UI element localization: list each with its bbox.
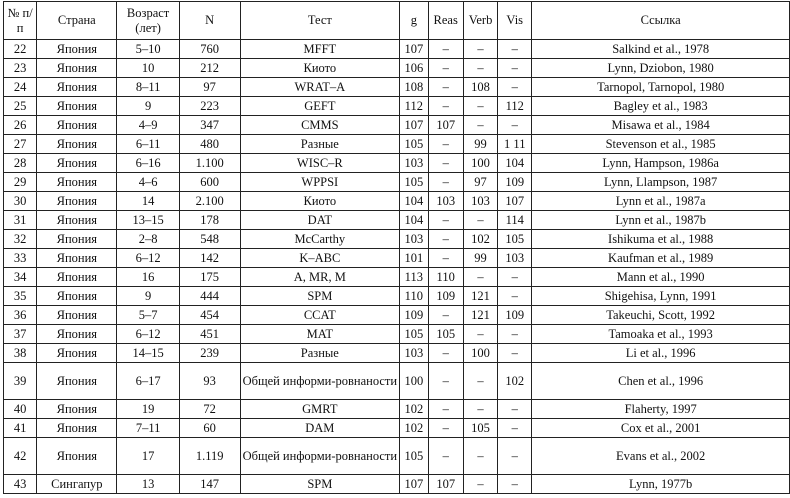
cell-number: 29 xyxy=(4,173,37,192)
cell-vis: 114 xyxy=(498,211,532,230)
cell-g: 105 xyxy=(400,135,428,154)
table-row xyxy=(4,325,790,344)
cell-n: 480 xyxy=(179,135,240,154)
cell-vis: – xyxy=(498,287,532,306)
table-row xyxy=(4,400,790,419)
cell-verb: 100 xyxy=(463,154,497,173)
table-row xyxy=(4,287,790,306)
cell-test: GMRT xyxy=(240,400,400,419)
cell-number: 39 xyxy=(4,363,37,400)
cell-verb: – xyxy=(463,211,497,230)
cell-reference: Shigehisa, Lynn, 1991 xyxy=(532,287,790,306)
table-row xyxy=(4,154,790,173)
cell-g: 106 xyxy=(400,59,428,78)
cell-age: 6–17 xyxy=(117,363,179,400)
cell-reas: – xyxy=(428,249,463,268)
cell-verb: – xyxy=(463,325,497,344)
cell-g: 104 xyxy=(400,211,428,230)
cell-verb: – xyxy=(463,97,497,116)
cell-g: 103 xyxy=(400,230,428,249)
cell-reference: Lynn, Hampson, 1986a xyxy=(532,154,790,173)
cell-country: Япония xyxy=(37,230,117,249)
table-row xyxy=(4,192,790,211)
cell-vis: – xyxy=(498,400,532,419)
table-row xyxy=(4,97,790,116)
cell-age: 2–8 xyxy=(117,230,179,249)
cell-age: 8–11 xyxy=(117,78,179,97)
cell-n: 93 xyxy=(179,363,240,400)
table-row xyxy=(4,419,790,438)
cell-country: Япония xyxy=(37,192,117,211)
cell-reas: 105 xyxy=(428,325,463,344)
cell-vis: – xyxy=(498,475,532,494)
cell-verb: – xyxy=(463,438,497,475)
cell-country: Япония xyxy=(37,438,117,475)
cell-g: 110 xyxy=(400,287,428,306)
cell-test: Разные xyxy=(240,135,400,154)
cell-n: 1.119 xyxy=(179,438,240,475)
cell-number: 24 xyxy=(4,78,37,97)
cell-verb: 97 xyxy=(463,173,497,192)
cell-vis: 107 xyxy=(498,192,532,211)
cell-test: SPM xyxy=(240,287,400,306)
cell-reference: Lynn, 1977b xyxy=(532,475,790,494)
cell-reas: – xyxy=(428,400,463,419)
cell-number: 37 xyxy=(4,325,37,344)
cell-n: 60 xyxy=(179,419,240,438)
cell-country: Япония xyxy=(37,325,117,344)
cell-reas: – xyxy=(428,135,463,154)
cell-reas: – xyxy=(428,419,463,438)
cell-test: A, MR, M xyxy=(240,268,400,287)
header-verb: Verb xyxy=(463,2,497,40)
cell-reas: – xyxy=(428,154,463,173)
cell-age: 7–11 xyxy=(117,419,179,438)
cell-g: 101 xyxy=(400,249,428,268)
cell-n: 548 xyxy=(179,230,240,249)
cell-reference: Misawa et al., 1984 xyxy=(532,116,790,135)
table-row xyxy=(4,173,790,192)
cell-number: 35 xyxy=(4,287,37,306)
cell-country: Япония xyxy=(37,78,117,97)
cell-n: 347 xyxy=(179,116,240,135)
cell-vis: 105 xyxy=(498,230,532,249)
cell-vis: 109 xyxy=(498,306,532,325)
cell-number: 25 xyxy=(4,97,37,116)
cell-reas: – xyxy=(428,306,463,325)
cell-verb: – xyxy=(463,268,497,287)
cell-age: 5–10 xyxy=(117,40,179,59)
cell-age: 9 xyxy=(117,287,179,306)
cell-number: 30 xyxy=(4,192,37,211)
cell-n: 600 xyxy=(179,173,240,192)
cell-n: 142 xyxy=(179,249,240,268)
cell-test: DAM xyxy=(240,419,400,438)
cell-age: 13–15 xyxy=(117,211,179,230)
cell-reas: 110 xyxy=(428,268,463,287)
cell-number: 34 xyxy=(4,268,37,287)
table-row xyxy=(4,344,790,363)
header-reas: Reas xyxy=(428,2,463,40)
cell-g: 112 xyxy=(400,97,428,116)
cell-vis: 102 xyxy=(498,363,532,400)
cell-age: 4–6 xyxy=(117,173,179,192)
cell-n: 175 xyxy=(179,268,240,287)
cell-verb: 100 xyxy=(463,344,497,363)
cell-age: 6–11 xyxy=(117,135,179,154)
cell-number: 33 xyxy=(4,249,37,268)
cell-verb: 108 xyxy=(463,78,497,97)
cell-reas: – xyxy=(428,230,463,249)
cell-g: 102 xyxy=(400,400,428,419)
cell-age: 4–9 xyxy=(117,116,179,135)
table-row xyxy=(4,78,790,97)
cell-age: 5–7 xyxy=(117,306,179,325)
cell-g: 105 xyxy=(400,438,428,475)
cell-reference: Flaherty, 1997 xyxy=(532,400,790,419)
cell-vis: – xyxy=(498,116,532,135)
cell-vis: – xyxy=(498,78,532,97)
cell-n: 1.100 xyxy=(179,154,240,173)
cell-vis: 104 xyxy=(498,154,532,173)
cell-g: 105 xyxy=(400,173,428,192)
table-row xyxy=(4,59,790,78)
cell-verb: – xyxy=(463,363,497,400)
cell-age: 10 xyxy=(117,59,179,78)
cell-g: 103 xyxy=(400,344,428,363)
cell-vis: – xyxy=(498,344,532,363)
cell-vis: 103 xyxy=(498,249,532,268)
cell-g: 113 xyxy=(400,268,428,287)
cell-reference: Takeuchi, Scott, 1992 xyxy=(532,306,790,325)
cell-reas: – xyxy=(428,173,463,192)
cell-country: Япония xyxy=(37,268,117,287)
header-reference: Ссылка xyxy=(532,2,790,40)
cell-test: DAT xyxy=(240,211,400,230)
cell-n: 2.100 xyxy=(179,192,240,211)
cell-g: 104 xyxy=(400,192,428,211)
table-container xyxy=(3,1,790,494)
table-row xyxy=(4,306,790,325)
cell-test: Киото xyxy=(240,192,400,211)
cell-reas: – xyxy=(428,40,463,59)
cell-test: WISC–R xyxy=(240,154,400,173)
cell-test: K–ABC xyxy=(240,249,400,268)
cell-test: GEFT xyxy=(240,97,400,116)
cell-n: 147 xyxy=(179,475,240,494)
cell-verb: – xyxy=(463,400,497,419)
cell-verb: 121 xyxy=(463,306,497,325)
cell-reference: Li et al., 1996 xyxy=(532,344,790,363)
cell-age: 6–16 xyxy=(117,154,179,173)
cell-country: Япония xyxy=(37,154,117,173)
header-number: № п/п xyxy=(4,2,37,40)
header-country: Страна xyxy=(37,2,117,40)
cell-vis: 109 xyxy=(498,173,532,192)
cell-test: Общей информи-ровнаности xyxy=(240,363,400,400)
cell-country: Япония xyxy=(37,59,117,78)
table-row xyxy=(4,268,790,287)
cell-age: 9 xyxy=(117,97,179,116)
cell-reference: Stevenson et al., 1985 xyxy=(532,135,790,154)
cell-reas: – xyxy=(428,59,463,78)
cell-vis: – xyxy=(498,268,532,287)
cell-test: CMMS xyxy=(240,116,400,135)
cell-g: 108 xyxy=(400,78,428,97)
cell-n: 72 xyxy=(179,400,240,419)
cell-reas: 103 xyxy=(428,192,463,211)
cell-number: 41 xyxy=(4,419,37,438)
cell-country: Япония xyxy=(37,116,117,135)
cell-number: 27 xyxy=(4,135,37,154)
table-row xyxy=(4,211,790,230)
cell-reas: – xyxy=(428,78,463,97)
cell-verb: 121 xyxy=(463,287,497,306)
cell-age: 16 xyxy=(117,268,179,287)
cell-vis: 1 11 xyxy=(498,135,532,154)
cell-test: MFFT xyxy=(240,40,400,59)
cell-vis: – xyxy=(498,59,532,78)
cell-verb: 105 xyxy=(463,419,497,438)
cell-reference: Evans et al., 2002 xyxy=(532,438,790,475)
cell-verb: 99 xyxy=(463,135,497,154)
cell-number: 32 xyxy=(4,230,37,249)
cell-g: 107 xyxy=(400,116,428,135)
cell-verb: 102 xyxy=(463,230,497,249)
cell-country: Япония xyxy=(37,173,117,192)
cell-reas: 109 xyxy=(428,287,463,306)
cell-reference: Kaufman et al., 1989 xyxy=(532,249,790,268)
cell-reas: – xyxy=(428,344,463,363)
cell-country: Япония xyxy=(37,344,117,363)
cell-age: 14 xyxy=(117,192,179,211)
cell-number: 38 xyxy=(4,344,37,363)
cell-age: 17 xyxy=(117,438,179,475)
data-table xyxy=(3,1,790,494)
cell-number: 23 xyxy=(4,59,37,78)
cell-country: Сингапур xyxy=(37,475,117,494)
cell-vis: – xyxy=(498,40,532,59)
cell-country: Япония xyxy=(37,40,117,59)
cell-n: 178 xyxy=(179,211,240,230)
cell-test: McCarthy xyxy=(240,230,400,249)
cell-verb: 99 xyxy=(463,249,497,268)
cell-number: 22 xyxy=(4,40,37,59)
cell-n: 760 xyxy=(179,40,240,59)
cell-country: Япония xyxy=(37,400,117,419)
cell-reas: 107 xyxy=(428,475,463,494)
cell-vis: – xyxy=(498,438,532,475)
cell-country: Япония xyxy=(37,419,117,438)
table-row xyxy=(4,249,790,268)
cell-number: 42 xyxy=(4,438,37,475)
cell-g: 103 xyxy=(400,154,428,173)
table-body xyxy=(4,40,790,494)
table-row xyxy=(4,40,790,59)
cell-n: 239 xyxy=(179,344,240,363)
table-header-row xyxy=(4,2,790,40)
cell-reas: – xyxy=(428,97,463,116)
cell-reference: Mann et al., 1990 xyxy=(532,268,790,287)
cell-country: Япония xyxy=(37,249,117,268)
cell-test: MAT xyxy=(240,325,400,344)
cell-reas: – xyxy=(428,363,463,400)
cell-country: Япония xyxy=(37,211,117,230)
cell-verb: 103 xyxy=(463,192,497,211)
header-g: g xyxy=(400,2,428,40)
cell-reference: Lynn et al., 1987b xyxy=(532,211,790,230)
cell-reference: Lynn et al., 1987a xyxy=(532,192,790,211)
cell-reas: – xyxy=(428,438,463,475)
cell-vis: – xyxy=(498,419,532,438)
cell-test: Общей информи-ровнаности xyxy=(240,438,400,475)
cell-test: Разные xyxy=(240,344,400,363)
cell-country: Япония xyxy=(37,97,117,116)
cell-number: 31 xyxy=(4,211,37,230)
table-row xyxy=(4,135,790,154)
cell-vis: 112 xyxy=(498,97,532,116)
cell-n: 223 xyxy=(179,97,240,116)
cell-country: Япония xyxy=(37,363,117,400)
cell-number: 40 xyxy=(4,400,37,419)
cell-g: 102 xyxy=(400,419,428,438)
cell-reference: Tarnopol, Tarnopol, 1980 xyxy=(532,78,790,97)
cell-verb: – xyxy=(463,116,497,135)
cell-number: 28 xyxy=(4,154,37,173)
cell-age: 13 xyxy=(117,475,179,494)
table-row xyxy=(4,230,790,249)
cell-g: 100 xyxy=(400,363,428,400)
cell-number: 26 xyxy=(4,116,37,135)
cell-test: WPPSI xyxy=(240,173,400,192)
cell-n: 212 xyxy=(179,59,240,78)
table-row xyxy=(4,363,790,400)
cell-reference: Salkind et al., 1978 xyxy=(532,40,790,59)
cell-vis: – xyxy=(498,325,532,344)
cell-verb: – xyxy=(463,40,497,59)
cell-age: 19 xyxy=(117,400,179,419)
cell-reas: – xyxy=(428,211,463,230)
cell-test: SPM xyxy=(240,475,400,494)
cell-g: 107 xyxy=(400,475,428,494)
cell-test: CCAT xyxy=(240,306,400,325)
cell-age: 6–12 xyxy=(117,325,179,344)
cell-test: Киото xyxy=(240,59,400,78)
cell-test: WRAT–A xyxy=(240,78,400,97)
cell-reference: Bagley et al., 1983 xyxy=(532,97,790,116)
cell-reference: Lynn, Llampson, 1987 xyxy=(532,173,790,192)
cell-n: 454 xyxy=(179,306,240,325)
cell-verb: – xyxy=(463,475,497,494)
cell-country: Япония xyxy=(37,135,117,154)
table-row xyxy=(4,475,790,494)
cell-n: 451 xyxy=(179,325,240,344)
cell-g: 105 xyxy=(400,325,428,344)
cell-n: 444 xyxy=(179,287,240,306)
table-row xyxy=(4,438,790,475)
cell-verb: – xyxy=(463,59,497,78)
header-test: Тест xyxy=(240,2,400,40)
cell-g: 107 xyxy=(400,40,428,59)
cell-reference: Lynn, Dziobon, 1980 xyxy=(532,59,790,78)
cell-age: 14–15 xyxy=(117,344,179,363)
cell-g: 109 xyxy=(400,306,428,325)
cell-number: 43 xyxy=(4,475,37,494)
cell-age: 6–12 xyxy=(117,249,179,268)
cell-country: Япония xyxy=(37,287,117,306)
cell-reference: Chen et al., 1996 xyxy=(532,363,790,400)
cell-reas: 107 xyxy=(428,116,463,135)
table-row xyxy=(4,116,790,135)
cell-reference: Cox et al., 2001 xyxy=(532,419,790,438)
cell-n: 97 xyxy=(179,78,240,97)
cell-number: 36 xyxy=(4,306,37,325)
cell-country: Япония xyxy=(37,306,117,325)
cell-reference: Tamoaka et al., 1993 xyxy=(532,325,790,344)
header-age: Возраст (лет) xyxy=(117,2,179,40)
cell-reference: Ishikuma et al., 1988 xyxy=(532,230,790,249)
header-vis: Vis xyxy=(498,2,532,40)
header-n: N xyxy=(179,2,240,40)
